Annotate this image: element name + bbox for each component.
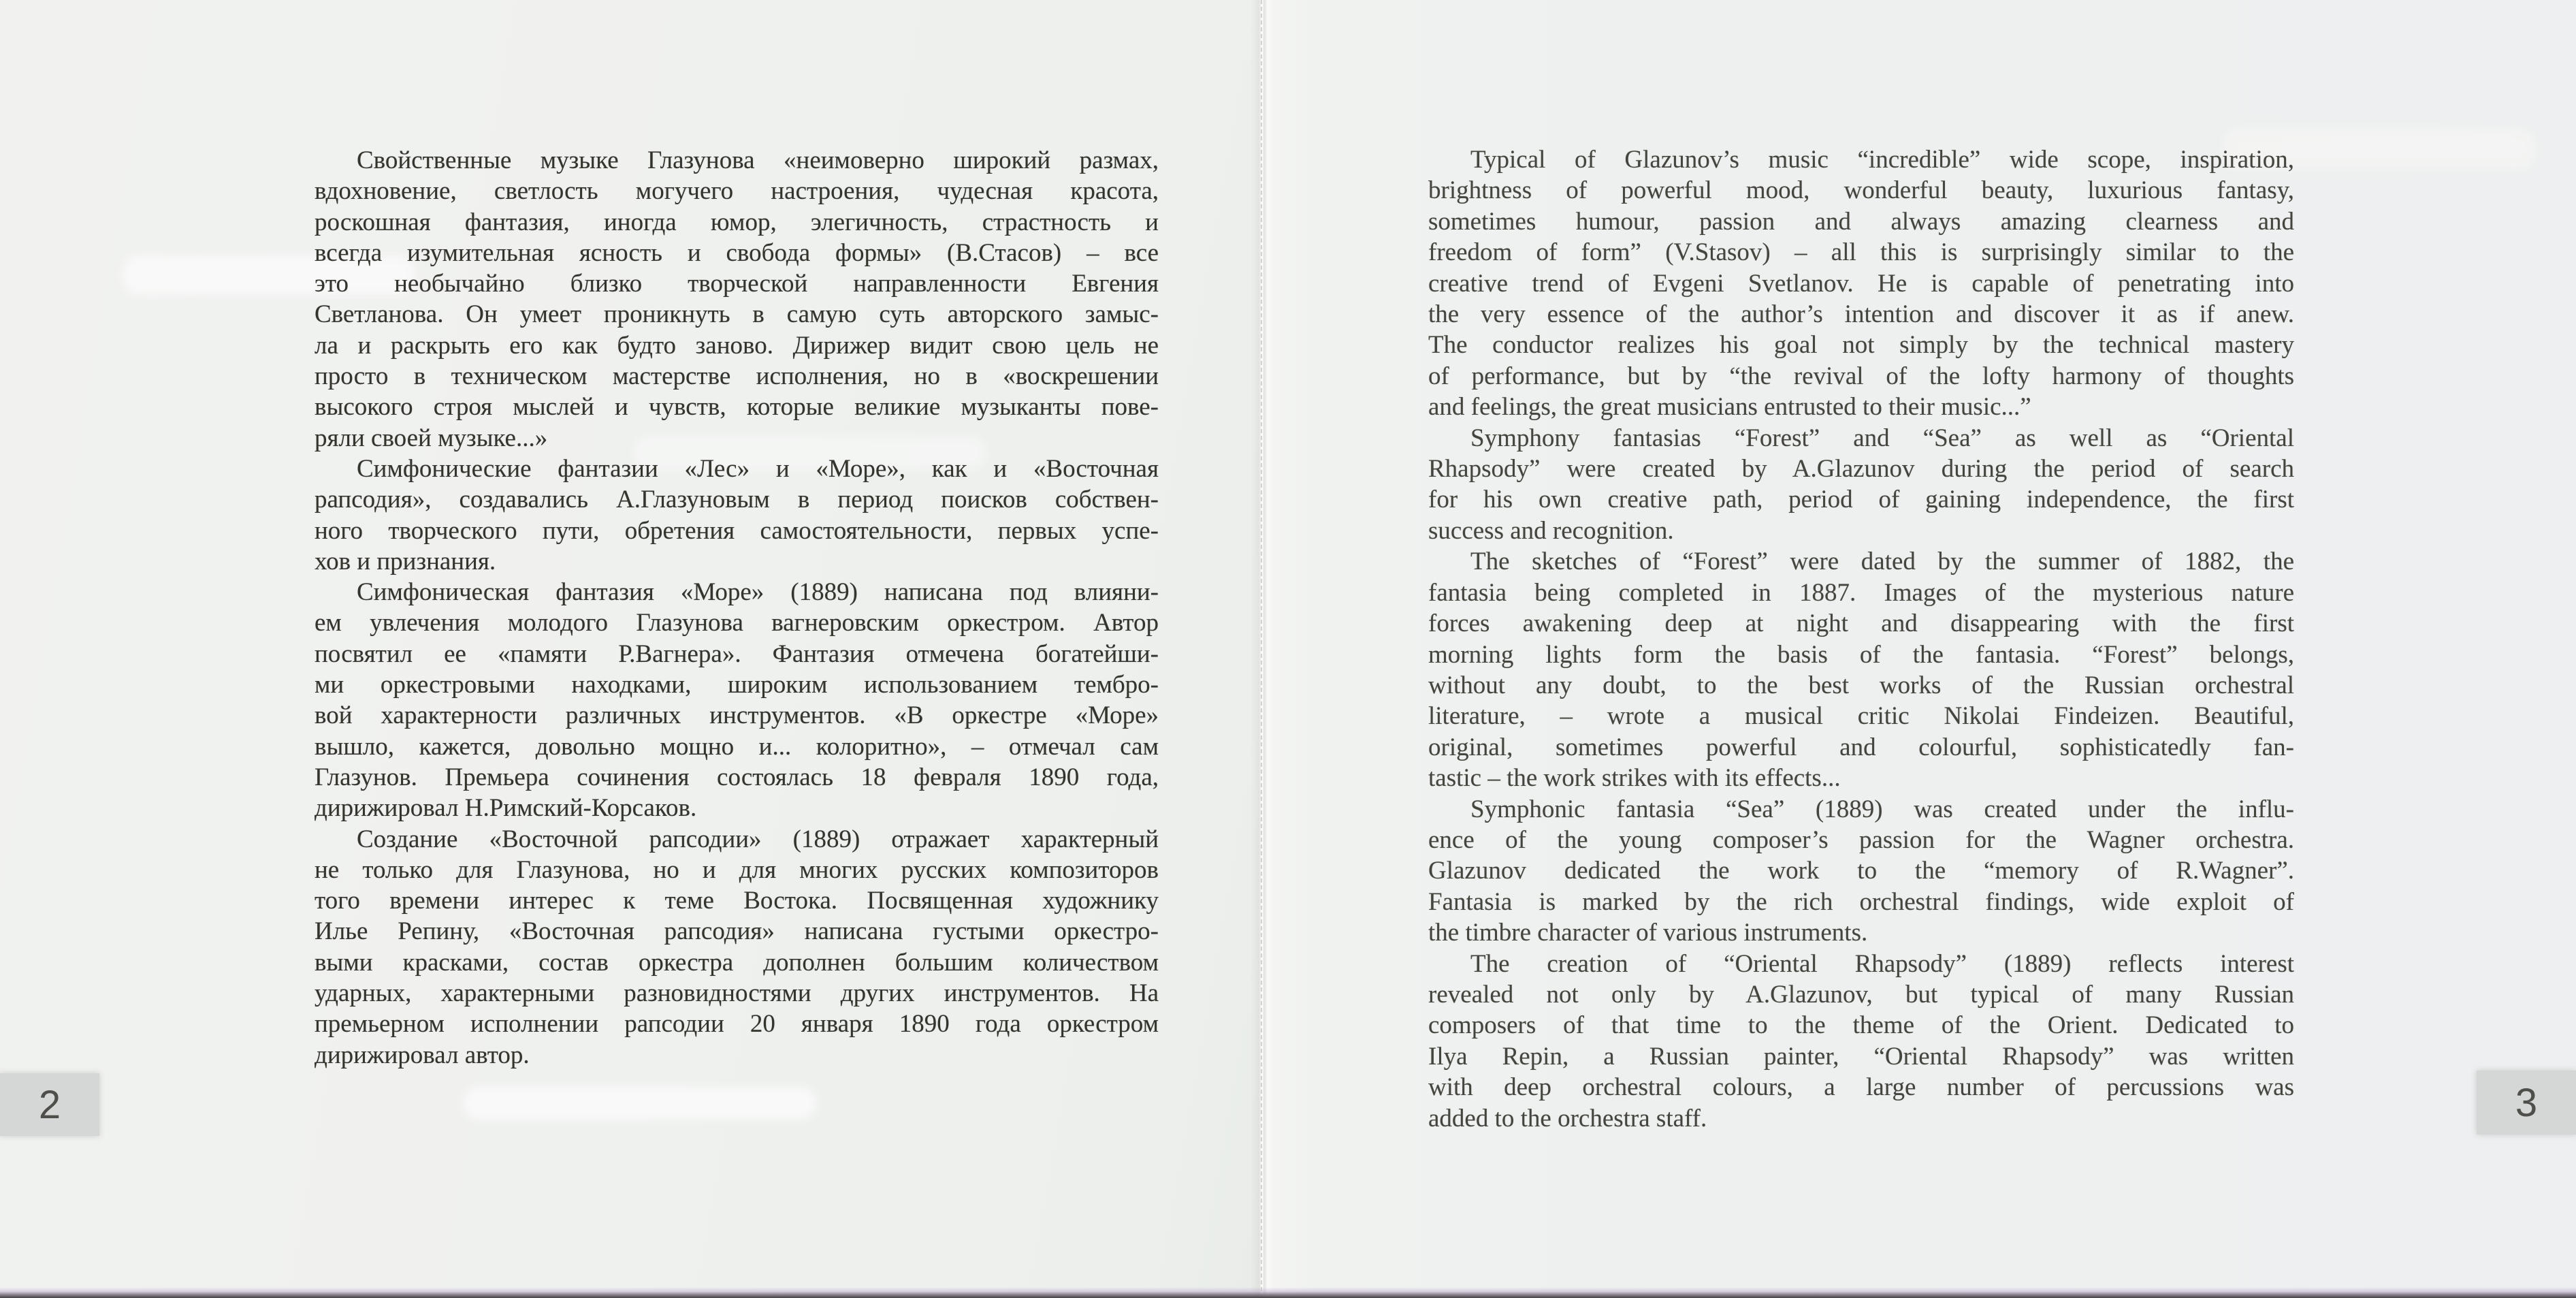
text-line: Rhapsody” were created by A.Glazunov during the period of search (1428, 455, 2294, 484)
paragraph (315, 577, 1159, 823)
text-line: ряли своей музыке...» (315, 424, 548, 452)
paragraph (1428, 949, 2294, 1134)
text-line: for his own creative path, period of gaining independence, the first (1428, 486, 2294, 514)
text-line: with deep orchestral colours, a large number of percussions was (1428, 1073, 2294, 1102)
text-line: fantasia being completed in 1887. Images of the mysterious nature (1428, 578, 2294, 607)
text-line: дирижировал автор. (315, 1041, 530, 1069)
text-line: не только для Глазунова, но и для многих русских композиторов (315, 855, 1159, 884)
paragraph (315, 824, 1159, 1071)
text-line: Создание «Восточной рапсодии» (1889) отражает характерный (357, 825, 1159, 853)
text-line: brightness of powerful mood, wonderful beauty, luxurious fantasy, (1428, 176, 2294, 205)
text-line: роскошная фантазия, иногда юмор, элегичность, страстность и (315, 208, 1159, 236)
text-line: ударных, характерными разновидностями других инструментов. На (315, 979, 1159, 1008)
text-line: Fantasia is marked by the rich orchestral findings, wide exploit of (1428, 887, 2294, 916)
text-line: Глазунов. Премьера сочинения состоялась 18 февраля 1890 года, (315, 763, 1159, 791)
text-line: without any doubt, to the best works of the Russian orchestral (1428, 671, 2294, 699)
text-line: success and recognition. (1428, 516, 1674, 545)
page-number-tab-left (0, 1073, 99, 1136)
scan-bottom-edge (0, 1287, 2576, 1298)
text-line: высокого строя мыслей и чувств, которые великие музыканты пове- (315, 393, 1159, 422)
paragraph (1428, 546, 2294, 793)
text-line: Светланова. Он умеет проникнуть в самую суть авторского замыс- (315, 300, 1159, 329)
text-line: Симфоническая фантазия «Море» (1889) написана под влияни- (357, 578, 1159, 607)
russian-text-column (315, 145, 1159, 1071)
text-line: original, sometimes powerful and colourful, sophisticatedly fan- (1428, 733, 2294, 761)
text-line: это необычайно близко творческой направленности Евгения (315, 270, 1159, 298)
text-line: The conductor realizes his goal not simply by the technical mastery (1428, 331, 2294, 360)
text-line: revealed not only by A.Glazunov, but typical of many Russian (1428, 980, 2294, 1009)
page-number: 3 (2515, 1080, 2538, 1125)
text-line: всегда изумительная ясность и свобода формы» (В.Стасов) – все (315, 238, 1159, 267)
text-line: Symphonic fantasia “Sea” (1889) was created under the influ- (1470, 795, 2294, 823)
text-line: morning lights form the basis of the fantasia. “Forest” belongs, (1428, 640, 2294, 669)
text-line: Glazunov dedicated the work to the “memory of R.Wagner”. (1428, 857, 2294, 885)
text-line: ence of the young composer’s passion for the Wagner orchestra. (1428, 825, 2294, 854)
text-line: Илье Репину, «Восточная рапсодия» написана густыми оркестро- (315, 917, 1159, 946)
text-line: хов и признания. (315, 547, 496, 575)
ghost-showthrough (463, 1087, 817, 1120)
text-line: просто в техническом мастерстве исполнения, но в «воскрешении (315, 362, 1159, 391)
text-line: Symphony fantasias “Forest” and “Sea” as well as “Oriental (1470, 424, 2294, 452)
text-line: Симфонические фантазии «Лес» и «Море», как и «Восточная (357, 454, 1159, 483)
text-line: вдохновение, светлость могучего настроения, чудесная красота, (315, 177, 1159, 206)
text-line: the timbre character of various instruments. (1428, 919, 1868, 947)
text-line: literature, – wrote a musical critic Nikolai Findeizen. Beautiful, (1428, 702, 2294, 731)
english-text-column (1428, 144, 2294, 1134)
text-line: of performance, but by “the revival of the lofty harmony of thoughts (1428, 362, 2294, 390)
paragraph (315, 145, 1159, 454)
paragraph (1428, 144, 2294, 423)
text-line: ла и раскрыть его как будто заново. Дирижер видит свою цель не (315, 331, 1159, 360)
text-line: creative trend of Evgeni Svetlanov. He is capable of penetrating into (1428, 269, 2294, 298)
text-line: the very essence of the author’s intention and discover it as if anew. (1428, 300, 2294, 329)
text-line: freedom of form” (V.Stasov) – all this is surprisingly similar to the (1428, 238, 2294, 267)
text-line: рапсодия», создавались А.Глазуновым в период поисков собствен- (315, 486, 1159, 514)
text-line: added to the orchestra staff. (1428, 1104, 1707, 1133)
text-line: tastic – the work strikes with its effects... (1428, 764, 1841, 793)
center-fold (1250, 0, 1274, 1298)
text-line: вой характерности различных инструментов. «В оркестре «Море» (315, 701, 1159, 730)
text-line: composers of that time to the theme of the Orient. Dedicated to (1428, 1011, 2294, 1040)
text-line: ного творческого пути, обретения самостоятельности, первых успе- (315, 516, 1159, 545)
text-line: того времени интерес к теме Востока. Посвященная художнику (315, 887, 1159, 915)
paragraph (1428, 423, 2294, 547)
text-line: Typical of Glazunov’s music “incredible” wide scope, inspiration, (1470, 146, 2294, 174)
text-line: The sketches of “Forest” were dated by the summer of 1882, the (1470, 548, 2294, 576)
center-fold-crease (1261, 0, 1262, 1298)
paragraph (1428, 794, 2294, 949)
text-line: премьерном исполнении рапсодии 20 января 1890 года оркестром (315, 1010, 1159, 1039)
page-number: 2 (38, 1082, 61, 1127)
text-line: forces awakening deep at night and disappearing with the first (1428, 610, 2294, 638)
text-line: The creation of “Oriental Rhapsody” (1889) reflects interest (1470, 949, 2294, 978)
text-line: Свойственные музыке Глазунова «неимоверно широкий размах, (357, 146, 1159, 174)
text-line: Ilya Repin, a Russian painter, “Oriental Rhapsody” was written (1428, 1042, 2294, 1071)
page-number-tab-right (2477, 1071, 2576, 1135)
text-line: ми оркестровыми находками, широким использованием тембро- (315, 671, 1159, 699)
text-line: and feelings, the great musicians entrusted to their music...” (1428, 393, 2031, 422)
text-line: выми красками, состав оркестра дополнен большим количеством (315, 948, 1159, 977)
text-line: sometimes humour, passion and always amazing clearness and (1428, 207, 2294, 236)
text-line: ем увлечения молодого Глазунова вагнеровским оркестром. Автор (315, 609, 1159, 637)
text-line: дирижировал Н.Римский-Корсаков. (315, 794, 697, 823)
paragraph (315, 454, 1159, 577)
text-line: вышло, кажется, довольно мощно и... колоритно», – отмечал сам (315, 732, 1159, 761)
text-line: посвятил ее «памяти Р.Вагнера». Фантазия отмечена богатейши- (315, 639, 1159, 668)
